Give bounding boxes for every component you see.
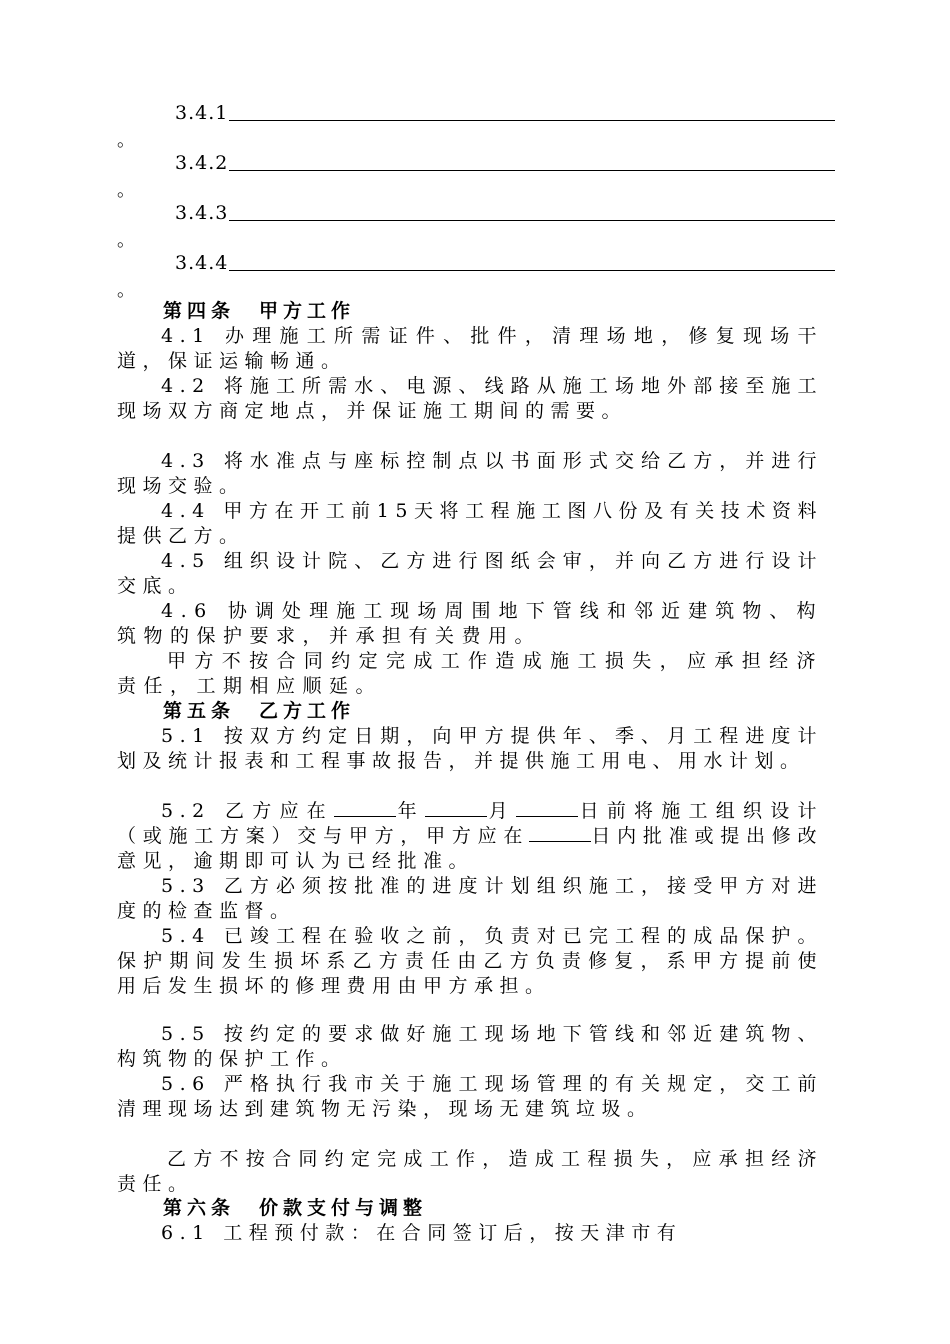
fill-in-line xyxy=(229,170,835,171)
blank-line-3-4-1 xyxy=(175,100,835,124)
clause-5-2-text-e: 日内批准或提出修改意见，逾期即可认为已经批准。 xyxy=(117,825,823,872)
period-mark: 。 xyxy=(117,280,135,301)
clause-5-1: 5.1 按双方约定日期，向甲方提供年、季、月工程进度计划及统计报表和工程事故报告，并提供施工用电、用水计划。 xyxy=(117,725,823,772)
clause-5-6: 5.6 严格执行我市关于施工现场管理的有关规定，交工前清理现场达到建筑物无污染，现场无建筑垃圾。 xyxy=(117,1073,823,1120)
period-mark: 。 xyxy=(117,130,135,151)
clause-5-4: 5.4 已竣工程在验收之前，负责对已完工程的成品保护。保护期间发生损坏系乙方责任由乙方负责修复，系甲方提前使用后发生损坏的修理费用由甲方承担。 xyxy=(117,925,823,997)
clause-4-4: 4.4 甲方在开工前15天将工程施工图八份及有关技术资料提供乙方。 xyxy=(117,500,823,547)
clause-4-6: 4.6 协调处理施工现场周围地下管线和邻近建筑物、构筑物的保护要求，并承担有关费用。 xyxy=(117,600,823,647)
clause-4-5: 4.5 组织设计院、乙方进行图纸会审，并向乙方进行设计交底。 xyxy=(117,550,823,597)
month-blank[interactable] xyxy=(425,800,487,817)
article-4-heading: 第四条 甲方工作 xyxy=(163,300,356,322)
article-4-liability: 甲方不按合同约定完成工作造成施工损失，应承担经济责任，工期相应顺延。 xyxy=(117,650,823,697)
clause-number: 3.4.1 xyxy=(175,102,229,124)
blank-line-3-4-3 xyxy=(175,200,835,224)
blank-line-3-4-2 xyxy=(175,150,835,174)
clause-5-5: 5.5 按约定的要求做好施工现场地下管线和邻近建筑物、构筑物的保护工作。 xyxy=(117,1023,823,1070)
clause-5-2-text-a: 5.2 乙方应在 xyxy=(161,800,334,822)
period-mark: 。 xyxy=(117,230,135,251)
clause-5-3: 5.3 乙方必须按批准的进度计划组织施工，接受甲方对进度的检查监督。 xyxy=(117,875,823,922)
clause-4-1: 4.1 办理施工所需证件、批件，清理场地，修复现场干道，保证运输畅通。 xyxy=(117,325,823,372)
clause-4-3: 4.3 将水准点与座标控制点以书面形式交给乙方，并进行现场交验。 xyxy=(117,450,823,497)
year-blank[interactable] xyxy=(334,800,396,817)
clause-4-2: 4.2 将施工所需水、电源、线路从施工场地外部接至施工现场双方商定地点，并保证施工期间的需要。 xyxy=(117,375,823,422)
clause-5-2 xyxy=(117,799,823,874)
clause-number: 3.4.4 xyxy=(175,252,229,274)
clause-5-2-text-b: 年 xyxy=(395,800,425,822)
fill-in-line xyxy=(229,270,835,271)
fill-in-line xyxy=(229,220,835,221)
article-5-heading: 第五条 乙方工作 xyxy=(163,700,356,722)
clause-number: 3.4.3 xyxy=(175,202,229,224)
days-blank[interactable] xyxy=(529,825,591,842)
clause-5-2-text-d: 日前将施工组织设计（或施工方案）交与甲方，甲方应在 xyxy=(117,800,823,847)
clause-number: 3.4.2 xyxy=(175,152,229,174)
article-6-heading: 第六条 价款支付与调整 xyxy=(163,1197,428,1219)
clause-6-1: 6.1 工程预付款：在合同签订后，按天津市有 xyxy=(161,1222,683,1244)
fill-in-line xyxy=(229,120,835,121)
blank-line-3-4-4 xyxy=(175,250,835,274)
article-5-liability: 乙方不按合同约定完成工作，造成工程损失，应承担经济责任。 xyxy=(117,1148,823,1195)
clause-5-2-text-c: 月 xyxy=(486,800,516,822)
day-blank[interactable] xyxy=(516,800,578,817)
period-mark: 。 xyxy=(117,180,135,201)
